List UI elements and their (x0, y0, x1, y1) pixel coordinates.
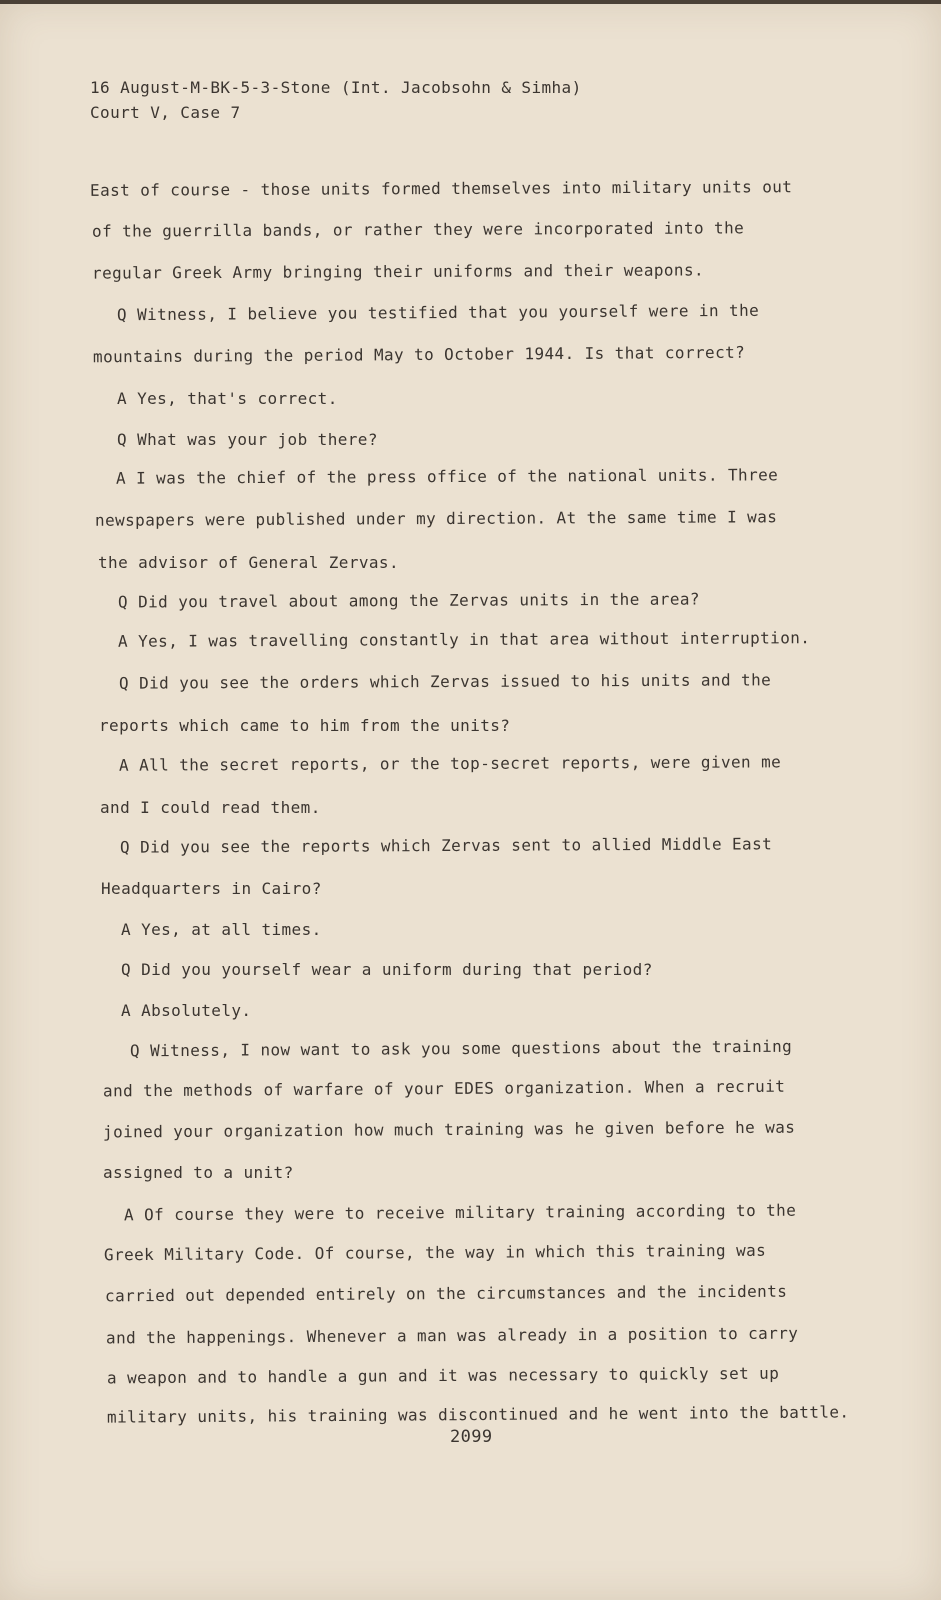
text-line: the advisor of General Zervas. (98, 553, 399, 572)
text-line: A All the secret reports, or the top-secret reports, were given me (118, 752, 782, 775)
text-line: newspapers were published under my direction. At the same time I was (94, 507, 778, 530)
text-line: and the methods of warfare of your EDES organization. When a recruit (102, 1076, 786, 1101)
text-line: Q Did you see the orders which Zervas issued to his units and the (118, 670, 772, 693)
text-line: assigned to a unit? (103, 1163, 294, 1182)
text-line: Headquarters in Cairo? (101, 879, 322, 898)
page-number: 2099 (450, 1427, 493, 1447)
text-line: military units, his training was discontinued and he went into the battle. (106, 1402, 850, 1427)
text-line: A I was the chief of the press office of the national units. Three (115, 465, 779, 488)
text-line: mountains during the period May to October 1944. Is that correct? (92, 342, 746, 367)
text-line: of the guerrilla bands, or rather they were incorporated into the (91, 218, 745, 241)
text-line: East of course - those units formed themselves into military units out (89, 177, 793, 200)
text-line: a weapon and to handle a gun and it was necessary to quickly set up (106, 1363, 780, 1388)
text-line: Q Witness, I believe you testified that you yourself were in the (116, 300, 760, 325)
text-line: A Yes, I was travelling constantly in that area without interruption. (117, 628, 811, 651)
header-line-2: Court V, Case 7 (90, 103, 241, 122)
text-line: joined your organization how much training was he given before he was (102, 1117, 796, 1142)
text-line: A Yes, that's correct. (117, 389, 338, 408)
text-line: Q What was your job there? (117, 430, 378, 449)
text-line: and I could read them. (100, 798, 321, 817)
text-line: regular Greek Army bringing their uniforms and their weapons. (91, 260, 705, 283)
text-line: reports which came to him from the units? (99, 716, 511, 735)
text-line: A Absolutely. (121, 1001, 252, 1020)
text-line: Q Witness, I now want to ask you some questions about the training (129, 1036, 793, 1061)
text-line: and the happenings. Whenever a man was already in a position to carry (105, 1323, 799, 1348)
text-line: Q Did you see the reports which Zervas sent to allied Middle East (119, 834, 773, 857)
header-line-1: 16 August-M-BK-5-3-Stone (Int. Jacobsohn & Simha) (90, 78, 582, 97)
text-line: Greek Military Code. Of course, the way in which this training was (103, 1240, 767, 1265)
text-line: carried out depended entirely on the circumstances and the incidents (104, 1281, 788, 1306)
text-line: A Yes, at all times. (121, 920, 322, 939)
text-line: A Of course they were to receive military training according to the (123, 1200, 797, 1225)
text-line: Q Did you yourself wear a uniform during that period? (121, 960, 653, 979)
text-line: Q Did you travel about among the Zervas units in the area? (117, 589, 700, 612)
page-top-edge (0, 0, 941, 4)
